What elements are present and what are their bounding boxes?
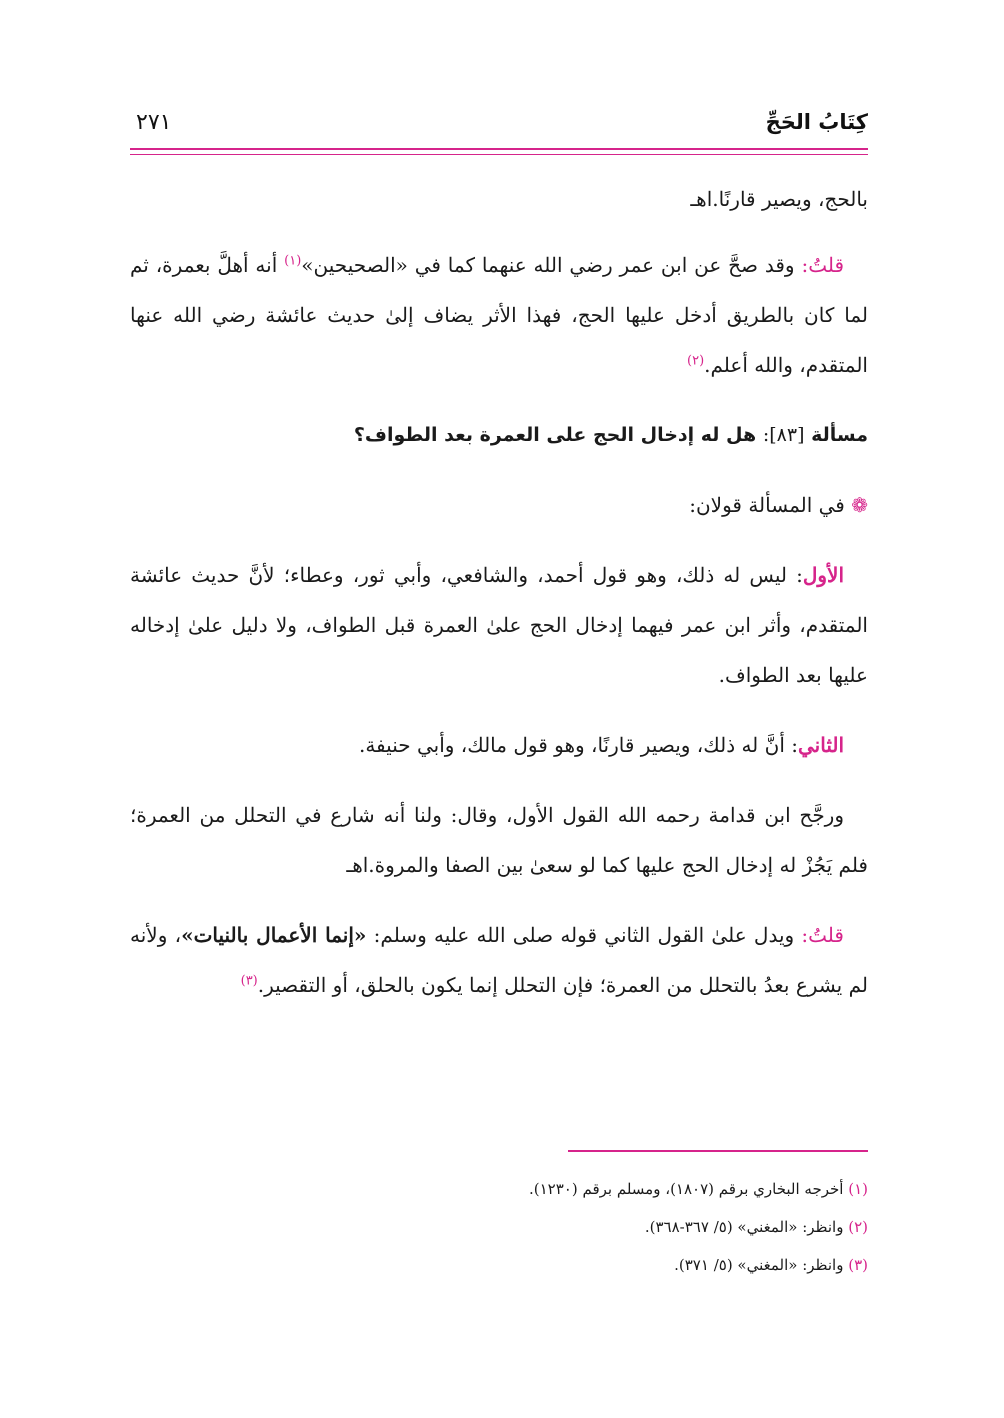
page-number: ٢٧١: [136, 110, 172, 135]
footnote-item: [130, 1246, 868, 1284]
running-header: [130, 110, 868, 144]
paragraph-text: في المسألة قولان:: [689, 493, 852, 517]
qultu-label: قلتُ:: [801, 923, 844, 947]
paragraph-text: ويدل علىٰ القول الثاني قوله صلى الله عليه وسلم:: [366, 923, 802, 947]
heading-number: [٨٣]:: [762, 424, 805, 446]
footnote-rule: [568, 1150, 868, 1152]
footnote-number: (١): [848, 1180, 868, 1198]
footnote-ref-2: (٢): [687, 353, 705, 369]
footnote-item: [130, 1208, 868, 1246]
paragraph-second-opinion: [130, 720, 868, 770]
footnote-text: وانظر: «المغني» (٥/ ٣٧١).: [674, 1256, 849, 1274]
heading-label: مسألة: [811, 424, 868, 446]
paragraph-text: وقد صحَّ عن ابن عمر رضي الله عنهما كما في «الصحيحين»: [301, 253, 802, 277]
section-heading: [130, 410, 868, 460]
paragraph-continuation: بالحج، ويصير قارنًا.اهـ: [690, 187, 868, 211]
qultu-label: قلتُ:: [801, 253, 845, 277]
paragraph-text: : ليس له ذلك، وهو قول أحمد، والشافعي، وأبي ثور، وعطاء؛ لأنَّ حديث عائشة المتقدم، وأثر ابن عمر فيهما إدخال الحج علىٰ العمرة قبل الطواف، ولا دليل علىٰ إدخاله عليها بعد الطواف.: [130, 563, 868, 687]
first-opinion-label: الأول: [802, 563, 844, 587]
paragraph-text: ، ولأنه لم يشرع بعدُ بالتحلل من العمرة؛ فإن التحلل إنما يكون بالحلق، أو التقصير.: [130, 923, 868, 997]
paragraph-qultu-2: [130, 910, 868, 1010]
paragraph-ibn-qudama: ورجَّح ابن قدامة رحمه الله القول الأول، وقال: ولنا أنه شارع في التحلل من العمرة؛ فلم يَجُزْ له إدخال الحج عليها كما لو سعىٰ بين الصفا والمروة.اهـ: [130, 803, 868, 877]
footnote-text: أخرجه البخاري برقم (١٨٠٧)، ومسلم برقم (١٢٣٠).: [529, 1180, 849, 1198]
main-text: [130, 174, 868, 1030]
header-rule-thick: [130, 148, 868, 150]
flower-ornament-icon: ❁: [851, 493, 868, 517]
second-opinion-label: الثاني: [797, 733, 844, 757]
paragraph-qultu-1: [130, 240, 868, 390]
heading-text: هل له إدخال الحج على العمرة بعد الطواف؟: [353, 424, 763, 446]
header-rule-thin: [130, 154, 868, 155]
footnote-item: [130, 1170, 868, 1208]
footnote-ref-3: (٣): [240, 973, 258, 989]
page: [130, 110, 868, 997]
footnote-text: وانظر: «المغني» (٥/ ٣٦٧-٣٦٨).: [644, 1218, 849, 1236]
footnotes: [130, 1170, 868, 1284]
paragraph-first-opinion: [130, 550, 868, 700]
running-title: كِتَابُ الحَجِّ: [765, 110, 868, 134]
paragraph-intro: [130, 480, 868, 530]
paragraph-text: أنه أهلَّ بعمرة، ثم لما كان بالطريق أدخل عليها الحج، فهذا الأثر يضاف إلىٰ حديث عائشة رضي الله عنها المتقدم، والله أعلم.: [130, 253, 868, 377]
footnote-number: (٣): [848, 1256, 868, 1274]
footnote-ref-1: (١): [284, 253, 302, 269]
footnote-number: (٢): [848, 1218, 868, 1236]
hadith-quote: «إنما الأعمال بالنيات»: [181, 923, 367, 947]
paragraph-text: : أنَّ له ذلك، ويصير قارنًا، وهو قول مالك، وأبي حنيفة.: [358, 733, 798, 757]
